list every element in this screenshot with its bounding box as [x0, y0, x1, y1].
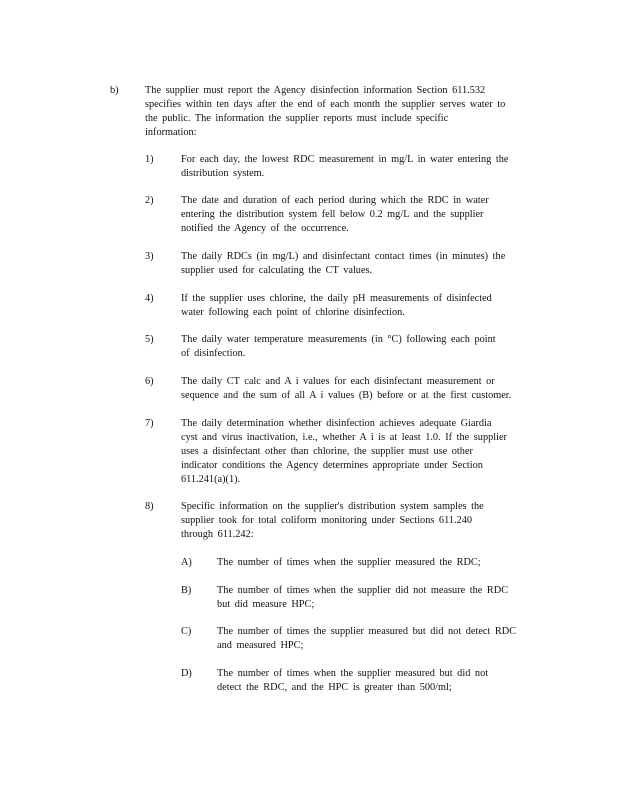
item-line: indicator conditions the Agency determines appropriate under Section: [181, 460, 483, 471]
item-line: cyst and virus inactivation, i.e., whether A i is at least 1.0. If the supplier: [181, 432, 507, 443]
item-line: The date and duration of each period during which the RDC in water: [181, 195, 489, 206]
item-line: The daily determination whether disinfection achieves adequate Giardia: [181, 418, 492, 429]
item-line: If the supplier uses chlorine, the daily pH measurements of disinfected: [181, 293, 492, 304]
item-text: [181, 250, 541, 278]
section-b-line: information:: [145, 127, 197, 138]
item-number: 7): [145, 418, 154, 429]
item-text: [181, 375, 541, 403]
subitem-line: and measured HPC;: [217, 640, 304, 651]
subitem-text: [217, 667, 542, 695]
item-number: 8): [145, 501, 154, 512]
subitem-text: [217, 584, 542, 612]
subitem-line: but did measure HPC;: [217, 599, 315, 610]
item-text: [181, 194, 541, 236]
subitem-line: The number of times when the supplier measured but did not: [217, 668, 489, 679]
item-line: The daily RDCs (in mg/L) and disinfectant contact times (in minutes) the: [181, 251, 506, 262]
item-number: 6): [145, 376, 154, 387]
item-text: [181, 333, 541, 361]
item-line: sequence and the sum of all A i values (B) before or at the first customer.: [181, 390, 512, 401]
subitem-line: The number of times when the supplier measured the RDC;: [217, 557, 481, 568]
item-number: 2): [145, 195, 154, 206]
item-number: 4): [145, 293, 154, 304]
item-line: notified the Agency of the occurrence.: [181, 223, 349, 234]
section-b-line: the public. The information the supplier reports must include specific: [145, 113, 449, 124]
item-line: The daily CT calc and A i values for each disinfectant measurement or: [181, 376, 495, 387]
item-text: [181, 500, 541, 542]
item-number: 3): [145, 251, 154, 262]
section-b-text: [145, 84, 540, 140]
item-text: [181, 292, 541, 320]
item-line: The daily water temperature measurements (in °C) following each point: [181, 334, 496, 345]
item-line: entering the distribution system fell below 0.2 mg/L and the supplier: [181, 209, 484, 220]
item-line: supplier took for total coliform monitoring under Sections 611.240: [181, 515, 473, 526]
item-line: distribution system.: [181, 168, 265, 179]
item-line: of disinfection.: [181, 348, 246, 359]
subitem-letter: B): [181, 585, 192, 596]
item-line: supplier used for calculating the CT values.: [181, 265, 373, 276]
subitem-letter: D): [181, 668, 192, 679]
item-line: water following each point of chlorine disinfection.: [181, 307, 405, 318]
subitem-letter: C): [181, 626, 192, 637]
item-line: through 611.242:: [181, 529, 254, 540]
subitem-line: The number of times the supplier measured but did not detect RDC: [217, 626, 517, 637]
item-line: Specific information on the supplier's distribution system samples the: [181, 501, 484, 512]
item-text: [181, 153, 541, 181]
item-line: uses a disinfectant other than chlorine, the supplier must use other: [181, 446, 473, 457]
section-b-line: The supplier must report the Agency disinfection information Section 611.532: [145, 85, 486, 96]
item-number: 1): [145, 154, 154, 165]
subitem-text: [217, 625, 542, 653]
subitem-letter: A): [181, 557, 192, 568]
item-number: 5): [145, 334, 154, 345]
subitem-line: The number of times when the supplier did not measure the RDC: [217, 585, 509, 596]
subitem-line: detect the RDC, and the HPC is greater than 500/ml;: [217, 682, 452, 693]
section-b-label: b): [110, 85, 119, 96]
item-line: For each day, the lowest RDC measurement in mg/L in water entering the: [181, 154, 509, 165]
item-text: [181, 417, 541, 487]
item-line: 611.241(a)(1).: [181, 474, 241, 485]
subitem-text: [217, 556, 542, 570]
section-b-line: specifies within ten days after the end of each month the supplier serves water to: [145, 99, 506, 110]
